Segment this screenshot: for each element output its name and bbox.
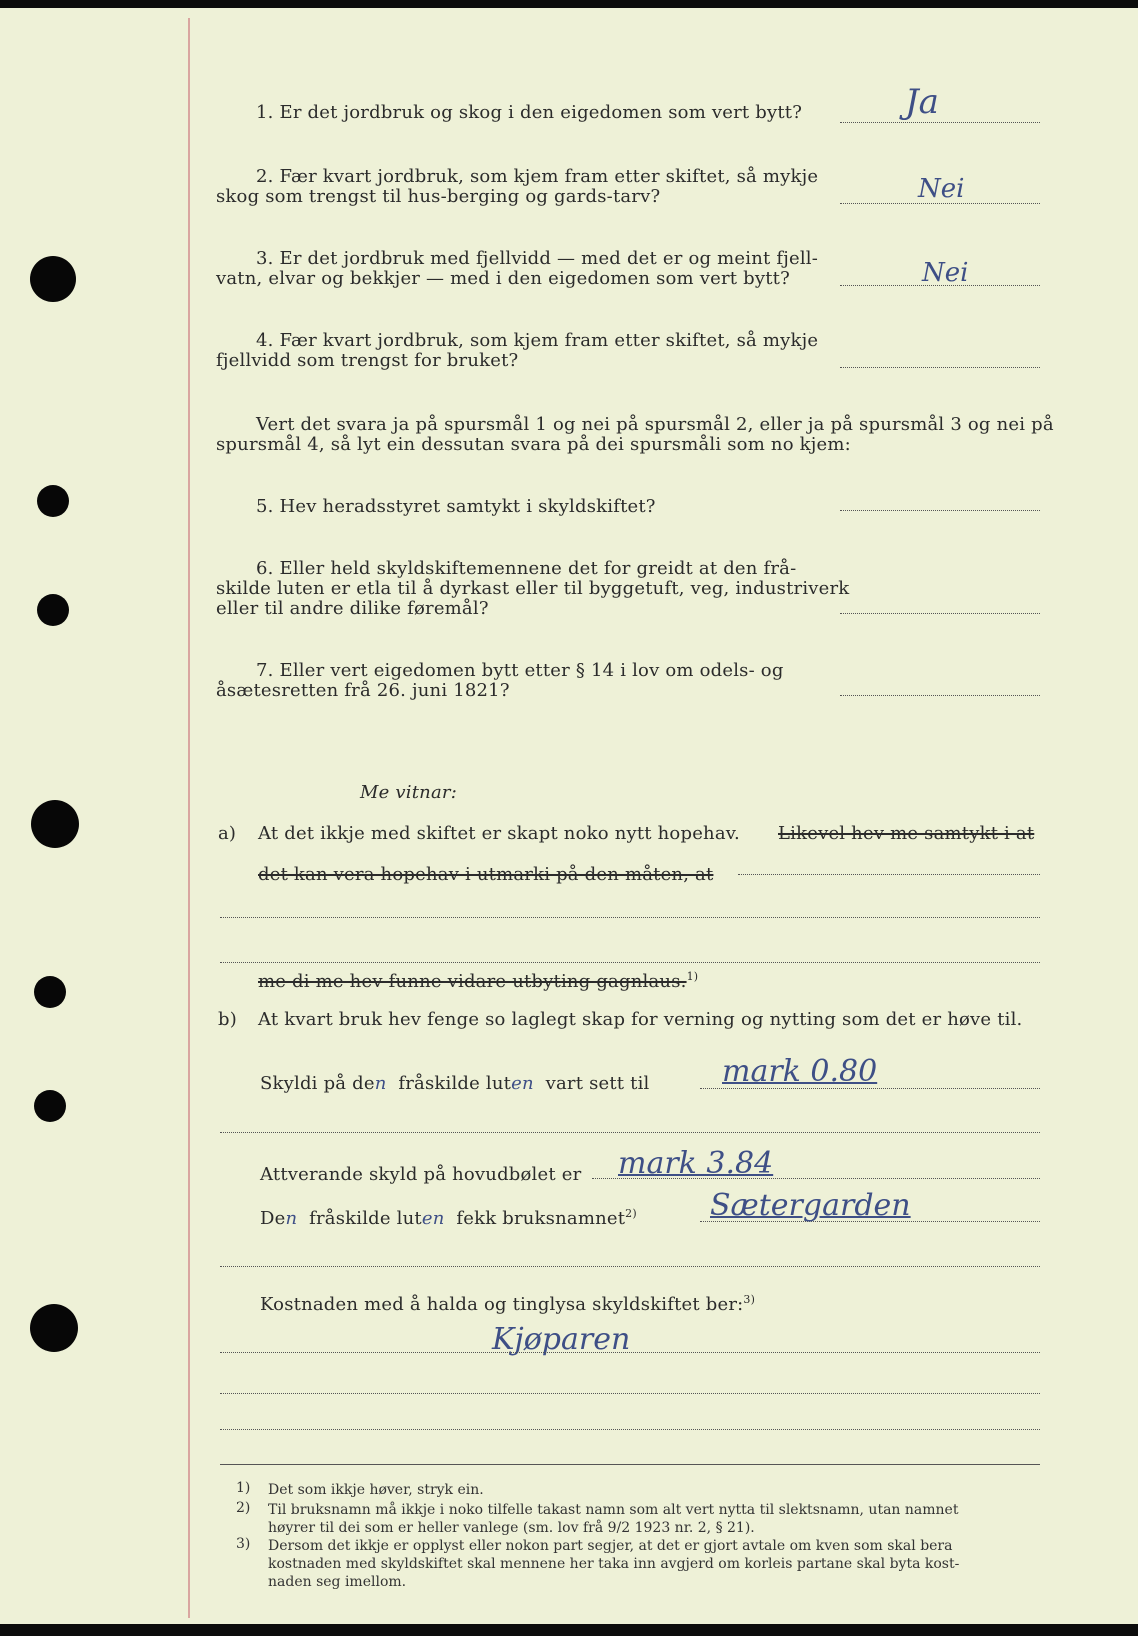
answer-line <box>840 122 1040 123</box>
kostnad-label: Kostnaden med å halda og tinglysa skyldskiftet ber: <box>260 1294 744 1315</box>
punch-hole <box>31 800 79 848</box>
bruksnamn-mid: fråskilde lut <box>309 1208 422 1229</box>
punch-hole <box>37 594 69 626</box>
answer-2: Nei <box>918 174 965 204</box>
skyld-suffix: vart sett til <box>545 1073 650 1094</box>
punch-hole <box>30 256 76 302</box>
bruksnamn-handwritten-2: en <box>421 1208 445 1229</box>
question-3-line2: vatn, elvar og bekkjer — med i den eigedomen som vert bytt? <box>216 268 790 289</box>
blank-line <box>220 917 1040 918</box>
bruksnamn-value: Sætergarden <box>710 1188 911 1223</box>
witness-a-struck-2: det kan vera hopehav i utmarki på den måten, at <box>258 864 714 885</box>
question-6-line3: eller til andre dilike føremål? <box>216 598 489 619</box>
witness-a-struck-1: Likevel hev me samtykt i at <box>778 823 1035 844</box>
bruksnamn-row <box>260 1207 637 1229</box>
attverande-label: Attverande skyld på hovudbølet er <box>260 1164 582 1185</box>
bruksnamn-suffix: fekk bruksnamnet <box>456 1208 626 1229</box>
answer-line <box>840 613 1040 614</box>
skyld-handwritten-1: n <box>374 1073 387 1094</box>
footnote-mark: 2) <box>236 1500 251 1516</box>
punch-hole <box>34 1090 66 1122</box>
kostnad-row <box>260 1293 755 1315</box>
footnote-text: Det som ikkje høver, stryk ein. <box>268 1482 484 1498</box>
answer-3: Nei <box>922 258 969 288</box>
footnote-mark: 1) <box>236 1480 251 1496</box>
question-5: 5. Hev heradsstyret samtykt i skyldskiftet? <box>256 496 656 517</box>
question-3-line1: 3. Er det jordbruk med fjellvidd — med det er og meint fjell- <box>256 248 819 269</box>
blank-line <box>220 962 1040 963</box>
margin-line <box>188 18 190 1618</box>
question-2-line2: skog som trengst til hus-berging og gards-tarv? <box>216 186 661 207</box>
attverande-value: mark 3.84 <box>618 1146 774 1181</box>
blank-line <box>220 1266 1040 1267</box>
question-1: 1. Er det jordbruk og skog i den eigedomen som vert bytt? <box>256 102 803 123</box>
skyld-row <box>260 1073 650 1094</box>
footnote-ref-3: 3) <box>743 1293 756 1306</box>
blank-line <box>220 1132 1040 1133</box>
witness-b-label: b) <box>218 1009 237 1030</box>
footnote-ref-2: 2) <box>625 1207 637 1220</box>
footnote-text: Til bruksnamn må ikkje i noko tilfelle takast namn som alt vert nytta til slektsnamn, utan namnet <box>268 1502 959 1518</box>
kostnad-value: Kjøparen <box>492 1322 631 1357</box>
footnote-ref-1: 1) <box>686 970 699 983</box>
answer-line <box>840 367 1040 368</box>
witness-heading: Me vitnar: <box>360 782 457 803</box>
instruction-line1: Vert det svara ja på spursmål 1 og nei på spursmål 2, eller ja på spursmål 3 og nei på <box>256 414 1054 435</box>
footnote-text: naden seg imellom. <box>268 1574 407 1590</box>
blank-line <box>220 1429 1040 1430</box>
answer-line <box>840 510 1040 511</box>
punch-hole <box>34 976 66 1008</box>
skyld-prefix: Skyldi på de <box>260 1073 375 1094</box>
skyld-mid: fråskilde lut <box>398 1073 512 1094</box>
footnote-divider <box>220 1464 1040 1465</box>
question-6-line1: 6. Eller held skyldskiftemennene det for greidt at den frå- <box>256 558 797 579</box>
answer-line <box>840 695 1040 696</box>
document-page <box>0 8 1138 1624</box>
punch-hole <box>37 485 69 517</box>
footnote-text: Dersom det ikkje er opplyst eller nokon part segjer, at det er gjort avtale om kven som skal bera <box>268 1538 953 1554</box>
question-4-line2: fjellvidd som trengst for bruket? <box>216 350 519 371</box>
witness-a-label: a) <box>218 823 237 844</box>
witness-a-text: At det ikkje med skiftet er skapt noko nytt hopehav. <box>258 823 740 844</box>
witness-a-struck-3: me di me hev funne vidare utbyting gagnlaus. <box>258 971 687 992</box>
question-2-line1: 2. Fær kvart jordbruk, som kjem fram etter skiftet, så mykje <box>256 166 819 187</box>
witness-a-struck-3-row <box>258 970 698 992</box>
footnote-mark: 3) <box>236 1536 251 1552</box>
answer-line <box>220 1352 1040 1353</box>
blank-line <box>220 1393 1040 1394</box>
question-7-line1: 7. Eller vert eigedomen bytt etter § 14 i lov om odels- og <box>256 660 784 681</box>
punch-hole <box>30 1304 78 1352</box>
witness-b-text: At kvart bruk hev fenge so laglegt skap for verning og nytting som det er høve til. <box>258 1009 1023 1030</box>
bruksnamn-prefix: De <box>260 1208 286 1229</box>
skyld-handwritten-2: en <box>511 1073 534 1094</box>
footnote-text: høyrer til dei som er heller vanlege (sm. lov frå 9/2 1923 nr. 2, § 21). <box>268 1520 755 1536</box>
question-4-line1: 4. Fær kvart jordbruk, som kjem fram etter skiftet, så mykje <box>256 330 819 351</box>
blank-line <box>738 874 1040 875</box>
skyld-value: mark 0.80 <box>722 1054 878 1089</box>
instruction-line2: spursmål 4, så lyt ein dessutan svara på dei spursmåli som no kjem: <box>216 434 851 455</box>
footnote-text: kostnaden med skyldskiftet skal mennene her taka inn avgjerd om korleis partane skal byta kost- <box>268 1556 960 1572</box>
question-6-line2: skilde luten er etla til å dyrkast eller til byggetuft, veg, industriverk <box>216 578 850 599</box>
question-7-line2: åsætesretten frå 26. juni 1821? <box>216 680 510 701</box>
bruksnamn-handwritten-1: n <box>285 1208 298 1229</box>
answer-1: Ja <box>905 82 939 122</box>
